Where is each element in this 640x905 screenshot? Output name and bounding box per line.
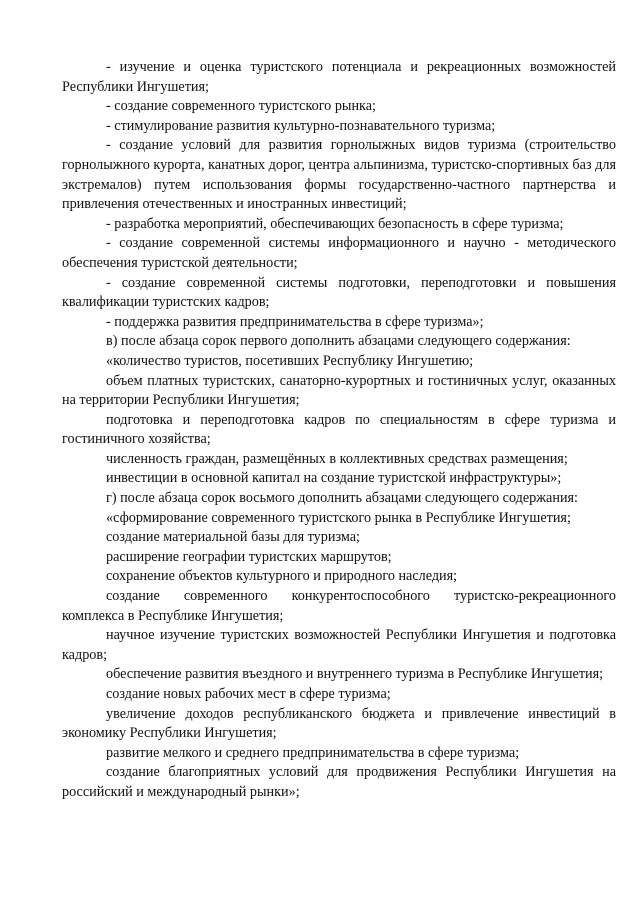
document-page	[62, 58, 616, 803]
paragraph: объем платных туристских, санаторно-курортных и гостиничных услуг, оказанных на территории Республики Ингушетия;	[62, 372, 616, 409]
paragraph: инвестиции в основной капитал на создание туристской инфраструктуры»;	[106, 470, 562, 487]
paragraph: создание современного конкурентоспособного туристско-рекреационного комплекса в Республике Ингушетия;	[62, 588, 616, 624]
paragraph: увеличение доходов республиканского бюджета и привлечение инвестиций в экономику Республики Ингушетия;	[62, 705, 616, 742]
paragraph: - поддержка развития предпринимательства в сфере туризма»;	[106, 313, 484, 330]
paragraph: научное изучение туристских возможностей Республики Ингушетия и подготовка кадров;	[62, 627, 616, 663]
paragraph: численность граждан, размещённых в коллективных средствах размещения;	[106, 450, 568, 467]
paragraph: - изучение и оценка туристского потенциала и рекреационных возможностей Республики Ингушетия;	[62, 59, 616, 95]
paragraph: расширение географии туристских маршрутов;	[106, 548, 392, 565]
paragraph: подготовка и переподготовка кадров по специальностям в сфере туризма и гостиничного хозяйства;	[62, 411, 616, 448]
paragraph: - стимулирование развития культурно-познавательного туризма;	[106, 117, 496, 134]
paragraph: «количество туристов, посетивших Республику Ингушетию;	[106, 352, 474, 369]
paragraph: - создание современной системы информационного и научно - методического обеспечения туристской деятельности;	[62, 235, 616, 271]
paragraph: создание материальной базы для туризма;	[106, 529, 360, 546]
paragraph: создание новых рабочих мест в сфере туризма;	[106, 686, 391, 702]
paragraph: г) после абзаца сорок восьмого дополнить абзацами следующего содержания:	[106, 490, 579, 507]
paragraph: создание благоприятных условий для продвижения Республики Ингушетия на российский и международный рынки»;	[62, 764, 616, 800]
paragraph: сохранение объектов культурного и природного наследия;	[106, 568, 458, 585]
paragraph: «сформирование современного туристского рынка в Республике Ингушетия;	[106, 509, 571, 526]
paragraph: в) после абзаца сорок первого дополнить абзацами следующего содержания:	[106, 333, 571, 350]
paragraph: - создание условий для развития горнолыжных видов туризма (строительство горнолыжного курорта, канатных дорог, центра альпинизма, туристско-спортивных баз для экстремалов) путем использования формы государственно-частного партнерства и привлечения отечественных и иностранных инвестиций;	[62, 137, 616, 213]
paragraph: - разработка мероприятий, обеспечивающих безопасность в сфере туризма;	[106, 215, 564, 232]
paragraph: обеспечение развития въездного и внутреннего туризма в Республике Ингушетия;	[106, 666, 604, 683]
paragraph: - создание современного туристского рынка;	[106, 98, 376, 115]
paragraph: развитие мелкого и среднего предпринимательства в сфере туризма;	[106, 744, 520, 761]
paragraph: - создание современной системы подготовки, переподготовки и повышения квалификации туристских кадров;	[62, 274, 616, 311]
